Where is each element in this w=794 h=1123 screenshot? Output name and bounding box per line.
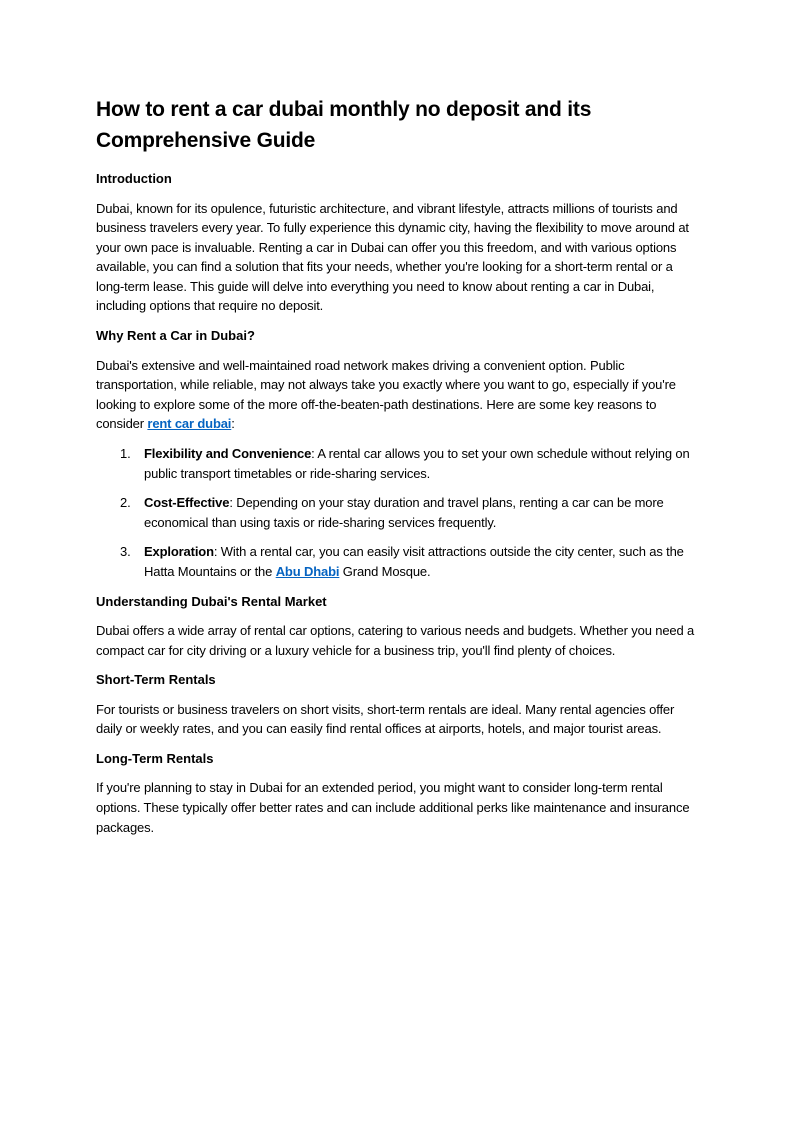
why-text-end: : [231, 416, 235, 432]
intro-heading: Introduction [96, 171, 172, 186]
list-number: 2. [120, 495, 131, 511]
list-term: Flexibility and Convenience [144, 445, 312, 461]
document-page [96, 94, 700, 847]
why-text: Dubai's extensive and well-maintained road network makes driving a convenient option. Public transportation, while reliable, may not always take you exactly where you want to go, especially if you're looking to explore some of the more off-the-beaten-path destinations. Here are some key reasons to consider [96, 357, 676, 432]
rent-car-dubai-link[interactable]: rent car dubai [147, 416, 232, 432]
intro-paragraph: Dubai, known for its opulence, futuristic architecture, and vibrant lifestyle, attracts millions of tourists and business travelers every year. To fully experience this dynamic city, having the flexibility to move around at your own pace is invaluable. Renting a car in Dubai can offer you this freedom, and with various options available, you can find a solution that fits your needs, whether you're looking for a short-term rental or a long-term lease. This guide will delve into everything you need to know about renting a car in Dubai, including options that require no deposit. [96, 200, 689, 314]
list-text: : A rental car allows you to set your own schedule without relying on public transport timetables or ride-sharing services. [144, 445, 690, 481]
long-term-paragraph: If you're planning to stay in Dubai for an extended period, you might want to consider long-term rental options. These typically offer better rates and can include additional perks like maintenance and insurance packages. [96, 780, 690, 835]
list-term: Cost-Effective [144, 495, 230, 511]
list-text-end: Grand Mosque. [339, 563, 431, 579]
why-heading: Why Rent a Car in Dubai? [96, 328, 255, 344]
market-paragraph: Dubai offers a wide array of rental car options, catering to various needs and budgets. Whether you need a compact car for city driving or a luxury vehicle for a business trip, you'll find plenty of choices. [96, 623, 695, 658]
list-term: Exploration [144, 544, 214, 560]
page-title: How to rent a car dubai monthly no deposit and its Comprehensive Guide [96, 98, 592, 152]
long-term-heading: Long-Term Rentals [96, 750, 214, 766]
list-text: : Depending on your stay duration and travel plans, renting a car can be more economical than using taxis or ride-sharing services frequently. [144, 495, 664, 530]
short-term-heading: Short-Term Rentals [96, 672, 216, 688]
list-text: : With a rental car, you can easily visit attractions outside the city center, such as the Hatta Mountains or the [144, 544, 684, 579]
abu-dhabi-link[interactable]: Abu Dhabi [275, 563, 340, 579]
short-term-paragraph: For tourists or business travelers on short visits, short-term rentals are ideal. Many rental agencies offer daily or weekly rates, and you can easily find rental offices at airports, hotels, and major tourist areas. [96, 701, 675, 737]
list-item [96, 444, 700, 483]
list-number: 3. [120, 544, 131, 560]
market-heading: Understanding Dubai's Rental Market [96, 593, 327, 609]
list-item [96, 493, 700, 532]
why-paragraph [96, 356, 700, 434]
list-number: 1. [120, 445, 131, 461]
list-item [96, 542, 700, 581]
reasons-list [96, 444, 700, 582]
